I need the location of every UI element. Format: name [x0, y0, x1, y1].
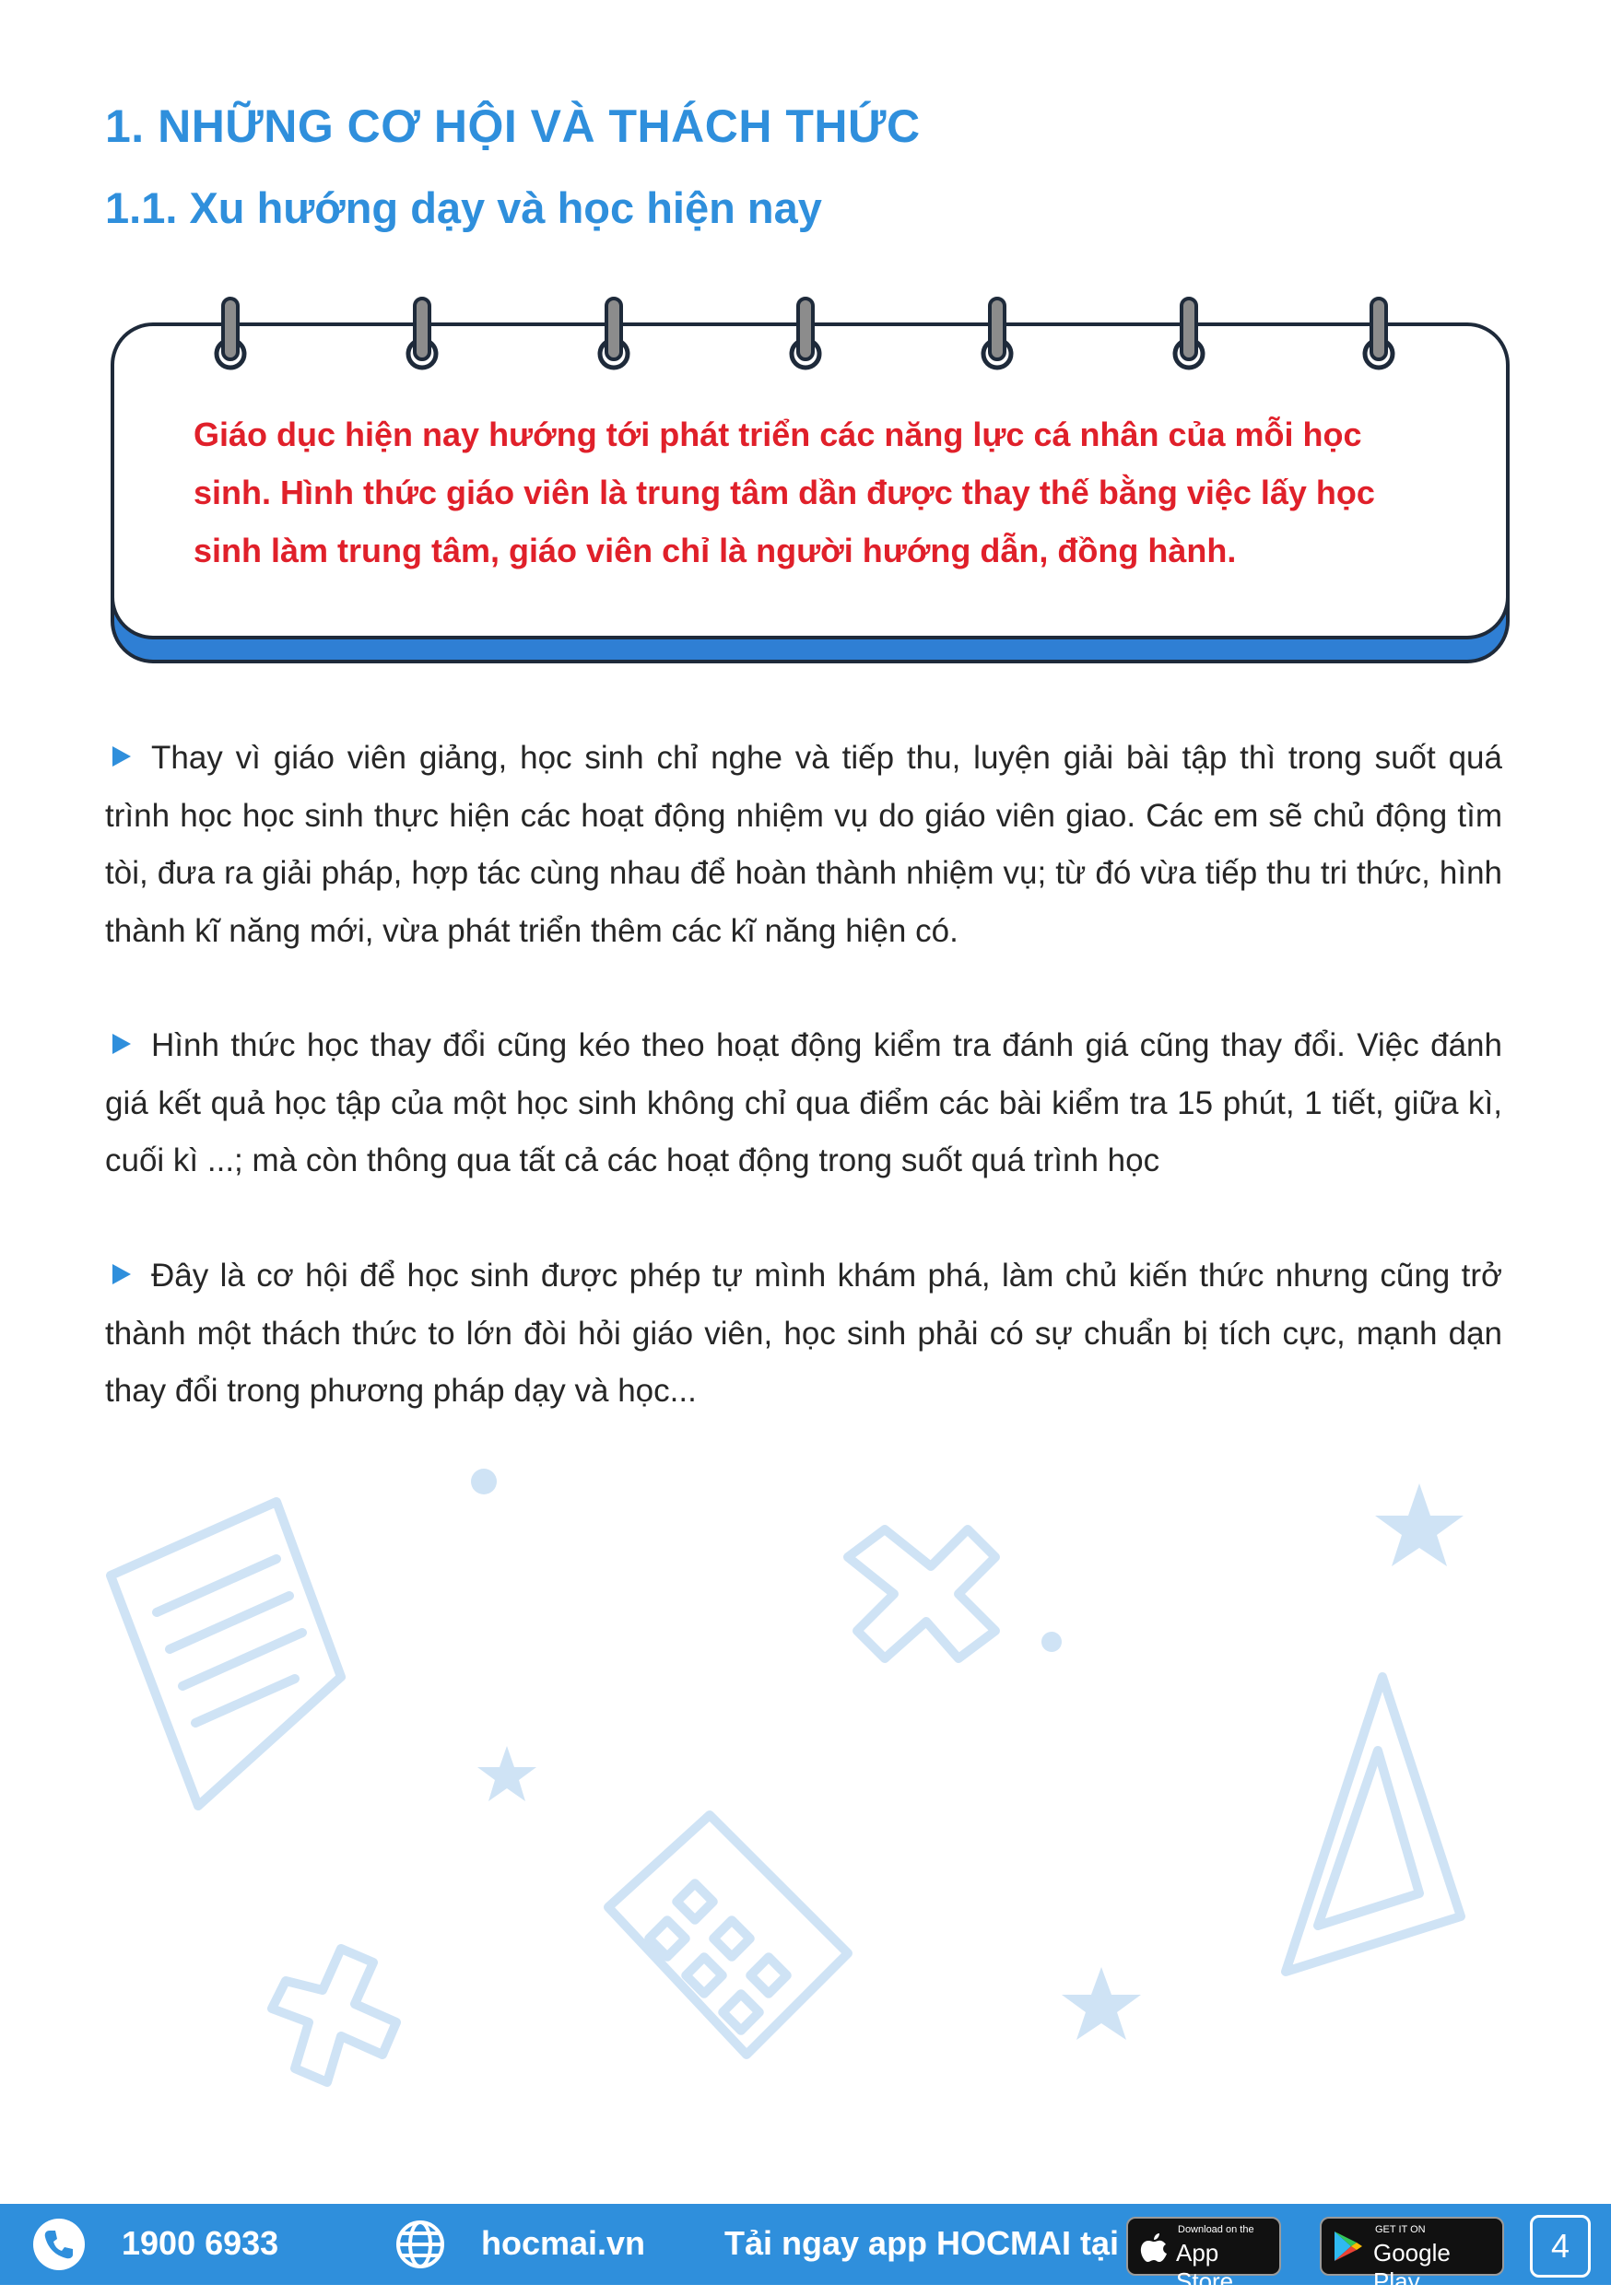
calculator-icon [608, 1815, 848, 2055]
app-store-small-text: Download on the [1178, 2224, 1254, 2235]
apple-icon [1139, 2230, 1169, 2263]
plus-icon [848, 1529, 995, 1658]
website-link[interactable]: hocmai.vn [481, 2224, 646, 2262]
star-icon [1062, 1967, 1141, 2040]
google-play-icon [1333, 2230, 1364, 2263]
paragraph-text: Đây là cơ hội để học sinh được phép tự mình khám phá, làm chủ kiến thức nhưng cũng trở thành một thách thức to lớn đòi hỏi giáo viên, học sinh phải có sự chuẩn bị tích cực, mạnh dạn thay đổi trong phương pháp dạy và học... [105, 1258, 1502, 1409]
paragraph-text: Hình thức học thay đổi cũng kéo theo hoạt động kiểm tra đánh giá cũng thay đổi. Việc đánh giá kết quả học tập của một học sinh không chỉ qua điểm các bài kiểm tra 15 phút, 1 tiết, giữa kì, cuối kì ...; mà còn thông qua tất cả các hoạt động trong suốt quá trình học [105, 1027, 1502, 1178]
phone-icon [31, 2217, 87, 2272]
section-title: 1. NHỮNG CƠ HỘI VÀ THÁCH THỨC [105, 100, 921, 152]
subsection-title: 1.1. Xu hướng dạy và học hiện nay [105, 183, 822, 232]
google-play-small-text: GET IT ON [1375, 2224, 1426, 2235]
plus-icon [272, 1949, 396, 2082]
page-number: 4 [1530, 2215, 1591, 2278]
dot-icon [1041, 1632, 1062, 1652]
google-play-text: Google Play [1373, 2239, 1451, 2295]
app-store-text: App Store [1176, 2239, 1234, 2295]
paragraph-text: Thay vì giáo viên giảng, học sinh chỉ nghe và tiếp thu, luyện giải bài tập thì trong suốt quá trình học học sinh thực hiện các hoạt động nhiệm vụ do giáo viên giao. Các em sẽ chủ động tìm tòi, đưa ra giải pháp, hợp tác cùng nhau để hoàn thành nhiệm vụ; từ đó vừa tiếp thu tri thức, hình thành kĩ năng mới, vừa phát triển thêm các kĩ năng hiện có. [105, 740, 1502, 949]
google-play-badge[interactable] [1320, 2217, 1504, 2295]
app-store-badge[interactable] [1126, 2217, 1281, 2295]
phone-number[interactable]: 1900 6933 [122, 2224, 279, 2262]
ruler-triangle-icon [1286, 1677, 1461, 1972]
footer-bar [0, 2204, 1611, 2295]
star-icon [1375, 1483, 1464, 1566]
star-icon [477, 1746, 536, 1801]
callout-text: Giáo dục hiện nay hướng tới phát triển các năng lực cá nhân của mỗi học sinh. Hình thức giáo viên là trung tâm dần được thay thế bằng việc lấy học sinh làm trung tâm, giáo viên chỉ là người hướng dẫn, đồng hành. [194, 416, 1375, 569]
dot-icon [471, 1469, 497, 1494]
app-prompt: Tải ngay app HOCMAI tại [724, 2224, 1120, 2262]
globe-icon [394, 2219, 446, 2270]
paper-icon [111, 1502, 341, 1806]
